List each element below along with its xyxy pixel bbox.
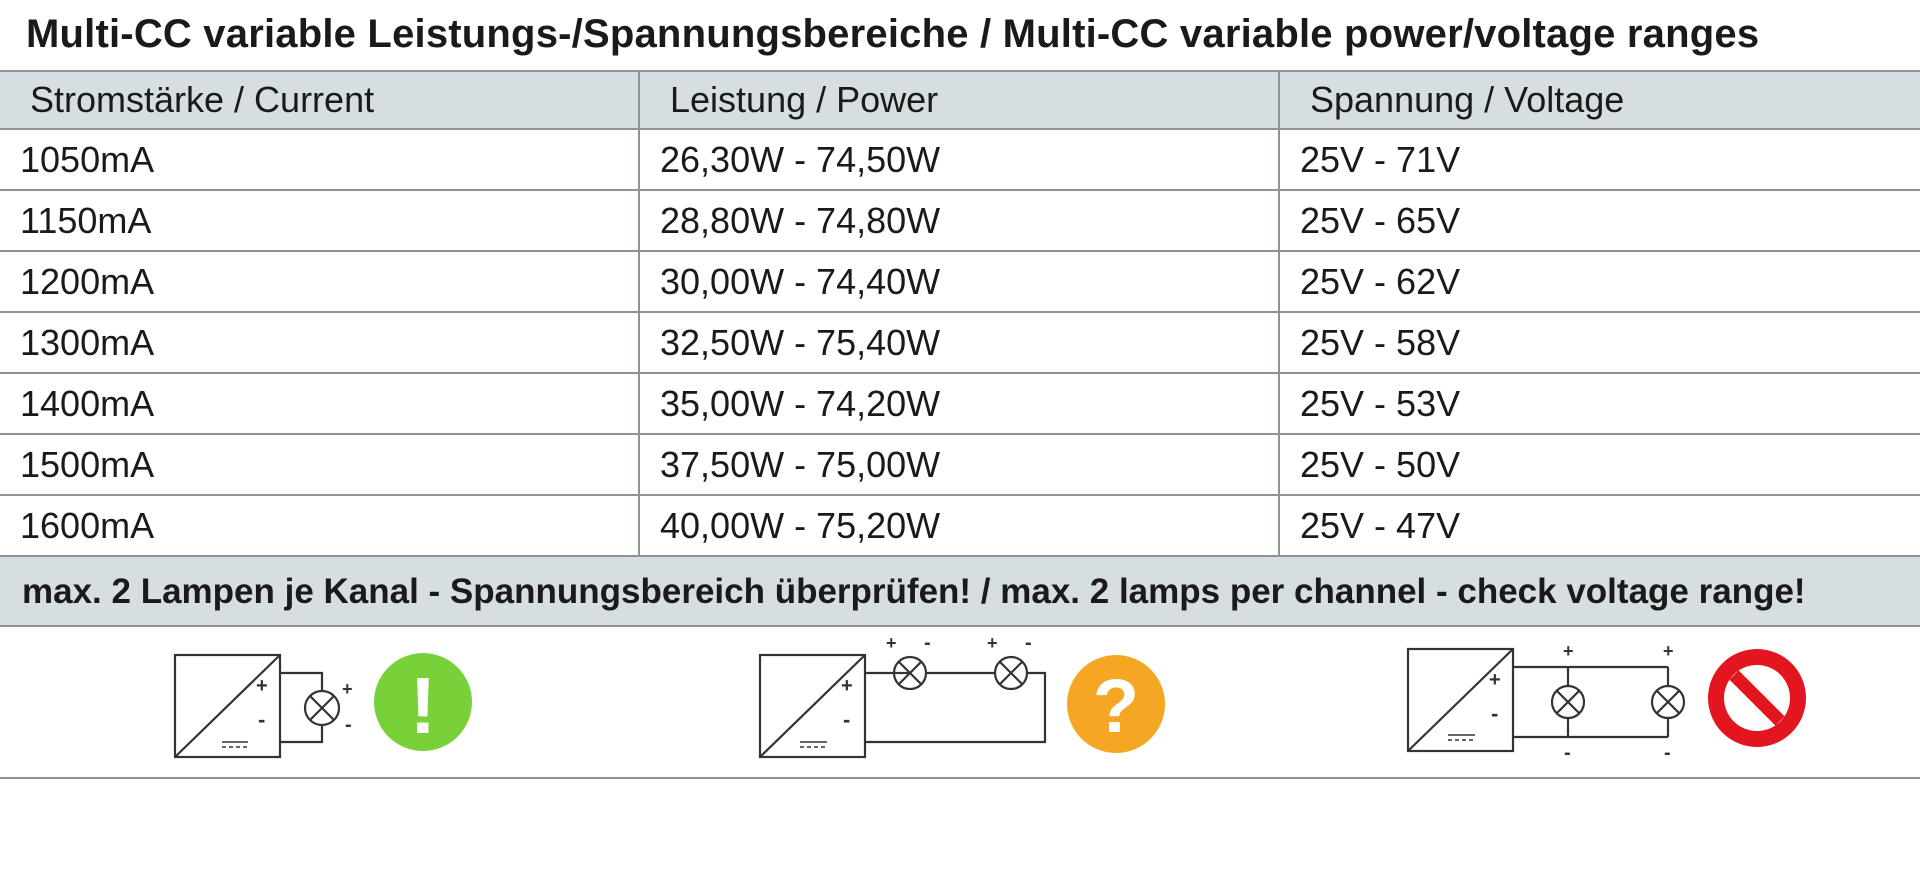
cell-current: 1600mA (0, 496, 640, 555)
header-current: Stromstärke / Current (0, 72, 640, 128)
minus-label: - (1564, 742, 1571, 764)
cell-voltage: 25V - 71V (1300, 139, 1461, 180)
notice-banner: max. 2 Lampen je Kanal - Spannungsbereich überprüfen! / max. 2 lamps per channel - check voltage range! (0, 557, 1920, 627)
cell-voltage: 25V - 47V (1300, 505, 1461, 546)
table-row (0, 252, 1920, 313)
wire (280, 726, 322, 742)
minus-label: - (1491, 701, 1499, 726)
table-row (0, 435, 1920, 496)
plus-label: + (342, 679, 353, 699)
cell-current: 1300mA (0, 313, 640, 372)
plus-label: + (1663, 641, 1674, 661)
cell-voltage: 25V - 50V (1300, 444, 1461, 485)
wire (865, 673, 1045, 742)
cell-voltage: 25V - 62V (1300, 261, 1461, 302)
cell-voltage: 25V - 65V (1300, 200, 1461, 241)
minus-label: - (1025, 632, 1032, 654)
cell-current: 1150mA (0, 191, 640, 250)
page-title: Multi-CC variable Leistungs-/Spannungsbereiche / Multi-CC variable power/voltage ranges (26, 12, 1760, 56)
wiring-diagrams (0, 627, 1920, 779)
diagram-single-lamp (170, 627, 480, 767)
plus-label: + (987, 633, 998, 653)
header-power: Leistung / Power (640, 72, 1280, 128)
cell-current: 1400mA (0, 374, 640, 433)
diagram-parallel-lamps (1403, 627, 1823, 767)
minus-label: - (924, 632, 931, 654)
cell-power: 35,00W - 74,20W (640, 374, 1280, 433)
table-row (0, 496, 1920, 557)
cell-power: 40,00W - 75,20W (640, 496, 1280, 555)
cell-current: 1050mA (0, 130, 640, 189)
table-row (0, 191, 1920, 252)
cell-current: 1200mA (0, 252, 640, 311)
cell-voltage: 25V - 53V (1300, 383, 1461, 424)
wire (280, 673, 322, 690)
ranges-table (0, 70, 1920, 557)
cell-power: 30,00W - 74,40W (640, 252, 1280, 311)
table-row (0, 130, 1920, 191)
plus-label: + (1563, 641, 1574, 661)
minus-label: - (345, 714, 352, 736)
table-header (0, 70, 1920, 130)
cell-current: 1500mA (0, 435, 640, 494)
minus-label: - (843, 707, 851, 732)
cell-voltage: 25V - 58V (1300, 322, 1461, 363)
plus-label: + (256, 675, 268, 697)
cell-power: 32,50W - 75,40W (640, 313, 1280, 372)
cell-power: 26,30W - 74,50W (640, 130, 1280, 189)
minus-label: - (1664, 742, 1671, 764)
plus-label: + (841, 675, 853, 697)
table-row (0, 374, 1920, 435)
diagram-series-lamps (755, 627, 1175, 767)
status-symbol: ? (1092, 664, 1140, 749)
cell-power: 28,80W - 74,80W (640, 191, 1280, 250)
prohibited-icon (1708, 649, 1806, 747)
minus-label: - (258, 707, 266, 732)
table-row (0, 313, 1920, 374)
status-symbol: ! (409, 661, 437, 750)
cell-power: 37,50W - 75,00W (640, 435, 1280, 494)
plus-label: + (886, 633, 897, 653)
plus-label: + (1489, 669, 1501, 691)
header-voltage: Spannung / Voltage (1310, 79, 1625, 120)
